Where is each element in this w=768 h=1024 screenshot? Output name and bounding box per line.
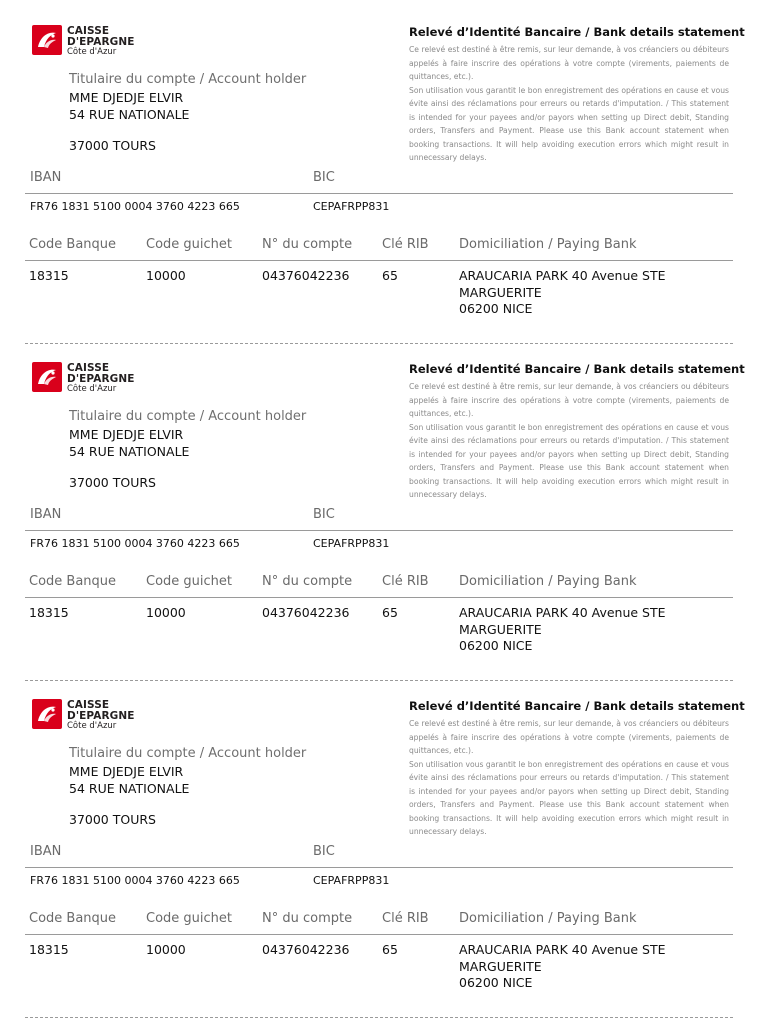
statement-paragraph-2: Son utilisation vous garantit le bon enregistrement des opérations en cause et vous évite ainsi des réclamations pour erreurs ou retards d'imputation. / This statement is intended for your payees and/or payors when setting up Direct debit, Standing orders, Transfers and Payment. Please use this Bank account statement when booking transactions. It will help avoiding execution errors which might result in unnecessary delays. xyxy=(409,85,729,162)
logo-text-line1: CAISSE xyxy=(67,362,110,374)
bank-code-label: Code Banque xyxy=(29,574,117,589)
logo-text-line1: CAISSE xyxy=(67,25,110,37)
iban-value: FR76 1831 5100 0004 3760 4223 665 xyxy=(30,200,240,213)
domiciliation-line: MARGUERITE xyxy=(459,284,542,300)
squirrel-logo-icon xyxy=(32,25,62,55)
cut-line xyxy=(25,1017,733,1018)
bank-logo xyxy=(32,25,182,59)
account-holder-label: Titulaire du compte / Account holder xyxy=(69,72,307,87)
domiciliation-line: 06200 NICE xyxy=(459,301,533,316)
account-holder-label: Titulaire du compte / Account holder xyxy=(69,409,307,424)
branch-code-label: Code guichet xyxy=(146,574,232,589)
statement-paragraph-2: Son utilisation vous garantit le bon enregistrement des opérations en cause et vous évite ainsi des réclamations pour erreurs ou retards d'imputation. / This statement is intended for your payees and/or payors when setting up Direct debit, Standing orders, Transfers and Payment. Please use this Bank account statement when booking transactions. It will help avoiding execution errors which might result in unnecessary delays. xyxy=(409,759,729,836)
domiciliation-line: MARGUERITE xyxy=(459,958,542,974)
domiciliation-label: Domiciliation / Paying Bank xyxy=(459,574,637,589)
logo-text-region: Côte d'Azur xyxy=(67,721,117,731)
account-holder-street: 54 RUE NATIONALE xyxy=(69,107,190,122)
statement-paragraph-1: Ce relevé est destiné à être remis, sur leur demande, à vos créanciers ou débiteurs appelés à faire inscrire des opérations à votre compte (virements, paiements de quittances, etc.). xyxy=(409,45,729,81)
bank-logo xyxy=(32,699,182,733)
account-number-value: 04376042236 xyxy=(262,942,350,957)
domiciliation-label: Domiciliation / Paying Bank xyxy=(459,911,637,926)
rib-key-label: Clé RIB xyxy=(382,237,429,252)
bank-code-label: Code Banque xyxy=(29,911,117,926)
account-holder-name: MME DJEDJE ELVIR xyxy=(69,427,184,442)
branch-code-label: Code guichet xyxy=(146,911,232,926)
branch-code-value: 10000 xyxy=(146,268,186,283)
account-number-label: N° du compte xyxy=(262,574,353,589)
statement-text xyxy=(409,380,729,502)
rib-key-value: 65 xyxy=(382,268,398,283)
account-holder-city: 37000 TOURS xyxy=(69,138,156,153)
bic-value: CEPAFRPP831 xyxy=(313,537,390,550)
divider xyxy=(25,530,733,531)
bic-label: BIC xyxy=(313,507,335,522)
bic-value: CEPAFRPP831 xyxy=(313,200,390,213)
domiciliation-line: ARAUCARIA PARK 40 Avenue STE xyxy=(459,268,666,283)
branch-code-value: 10000 xyxy=(146,605,186,620)
divider xyxy=(25,597,733,598)
bank-logo xyxy=(32,362,182,396)
divider xyxy=(25,193,733,194)
iban-label: IBAN xyxy=(30,844,62,859)
branch-code-value: 10000 xyxy=(146,942,186,957)
logo-text-line2: D'EPARGNE xyxy=(67,710,135,722)
account-number-value: 04376042236 xyxy=(262,268,350,283)
statement-paragraph-1: Ce relevé est destiné à être remis, sur leur demande, à vos créanciers ou débiteurs appelés à faire inscrire des opérations à votre compte (virements, paiements de quittances, etc.). xyxy=(409,382,729,418)
account-holder-city: 37000 TOURS xyxy=(69,475,156,490)
bank-code-value: 18315 xyxy=(29,605,69,620)
bic-value: CEPAFRPP831 xyxy=(313,874,390,887)
statement-paragraph-2: Son utilisation vous garantit le bon enregistrement des opérations en cause et vous évite ainsi des réclamations pour erreurs ou retards d'imputation. / This statement is intended for your payees and/or payors when setting up Direct debit, Standing orders, Transfers and Payment. Please use this Bank account statement when booking transactions. It will help avoiding execution errors which might result in unnecessary delays. xyxy=(409,422,729,499)
squirrel-logo-icon xyxy=(32,699,62,729)
bank-code-value: 18315 xyxy=(29,942,69,957)
logo-text-line1: CAISSE xyxy=(67,699,110,711)
statement-text xyxy=(409,717,729,839)
divider xyxy=(25,867,733,868)
account-number-label: N° du compte xyxy=(262,237,353,252)
account-holder-name: MME DJEDJE ELVIR xyxy=(69,764,184,779)
domiciliation-value xyxy=(459,268,719,318)
domiciliation-value xyxy=(459,605,719,655)
logo-text-line2: D'EPARGNE xyxy=(67,36,135,48)
iban-value: FR76 1831 5100 0004 3760 4223 665 xyxy=(30,874,240,887)
statement-paragraph-1: Ce relevé est destiné à être remis, sur leur demande, à vos créanciers ou débiteurs appelés à faire inscrire des opérations à votre compte (virements, paiements de quittances, etc.). xyxy=(409,719,729,755)
account-holder-city: 37000 TOURS xyxy=(69,812,156,827)
statement-title: Relevé d’Identité Bancaire / Bank details statement xyxy=(409,699,745,713)
statement-title: Relevé d’Identité Bancaire / Bank details statement xyxy=(409,362,745,376)
divider xyxy=(25,260,733,261)
domiciliation-line: 06200 NICE xyxy=(459,638,533,653)
domiciliation-label: Domiciliation / Paying Bank xyxy=(459,237,637,252)
logo-text-region: Côte d'Azur xyxy=(67,47,117,57)
domiciliation-line: 06200 NICE xyxy=(459,975,533,990)
bic-label: BIC xyxy=(313,170,335,185)
statement-text xyxy=(409,43,729,165)
iban-label: IBAN xyxy=(30,507,62,522)
rib-block-1 xyxy=(0,0,768,337)
account-holder-label: Titulaire du compte / Account holder xyxy=(69,746,307,761)
rib-key-label: Clé RIB xyxy=(382,574,429,589)
rib-block-2 xyxy=(0,337,768,674)
account-holder-street: 54 RUE NATIONALE xyxy=(69,781,190,796)
logo-text-region: Côte d'Azur xyxy=(67,384,117,394)
branch-code-label: Code guichet xyxy=(146,237,232,252)
rib-key-value: 65 xyxy=(382,942,398,957)
bank-code-value: 18315 xyxy=(29,268,69,283)
bank-code-label: Code Banque xyxy=(29,237,117,252)
account-number-value: 04376042236 xyxy=(262,605,350,620)
account-holder-name: MME DJEDJE ELVIR xyxy=(69,90,184,105)
statement-title: Relevé d’Identité Bancaire / Bank details statement xyxy=(409,25,745,39)
iban-value: FR76 1831 5100 0004 3760 4223 665 xyxy=(30,537,240,550)
domiciliation-line: ARAUCARIA PARK 40 Avenue STE xyxy=(459,942,666,957)
bic-label: BIC xyxy=(313,844,335,859)
domiciliation-line: MARGUERITE xyxy=(459,621,542,637)
logo-text-line2: D'EPARGNE xyxy=(67,373,135,385)
domiciliation-line: ARAUCARIA PARK 40 Avenue STE xyxy=(459,605,666,620)
domiciliation-value xyxy=(459,942,719,992)
account-holder-street: 54 RUE NATIONALE xyxy=(69,444,190,459)
account-number-label: N° du compte xyxy=(262,911,353,926)
divider xyxy=(25,934,733,935)
rib-key-label: Clé RIB xyxy=(382,911,429,926)
iban-label: IBAN xyxy=(30,170,62,185)
rib-block-3 xyxy=(0,674,768,1011)
rib-key-value: 65 xyxy=(382,605,398,620)
squirrel-logo-icon xyxy=(32,362,62,392)
